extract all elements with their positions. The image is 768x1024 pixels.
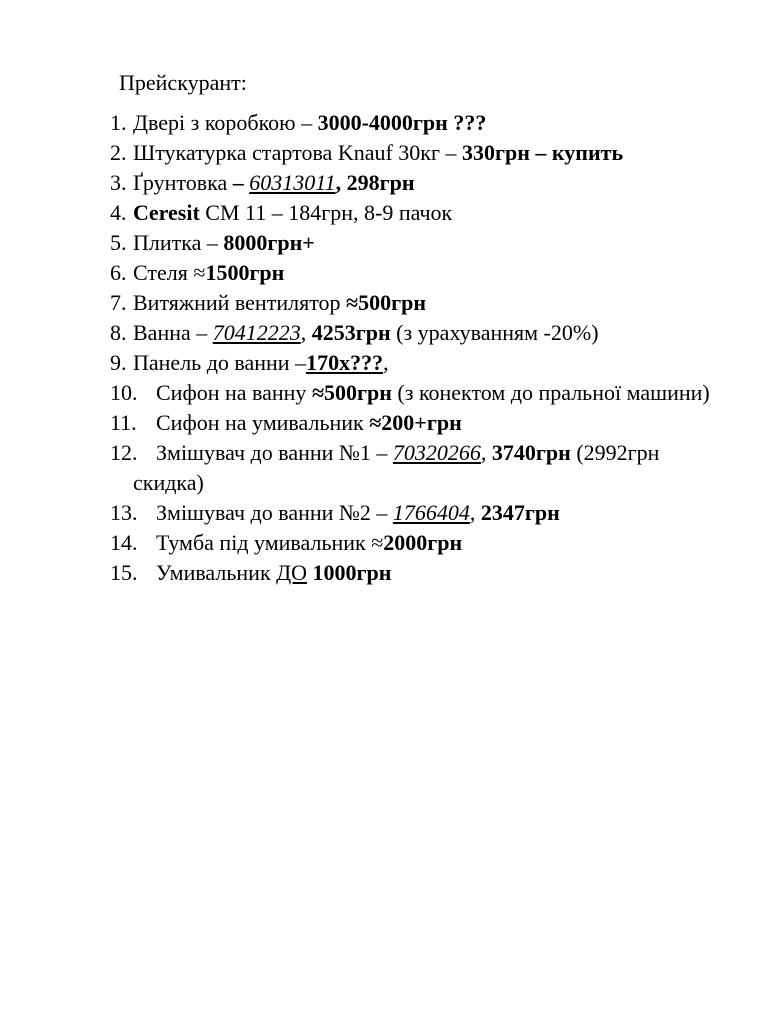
list-item-text: 8000грн+ <box>223 230 315 255</box>
list-item-text: Ceresit <box>133 200 200 225</box>
list-item-text: Двері з коробкою – <box>133 110 318 135</box>
list-item-number: 12. <box>110 440 138 465</box>
list-item <box>110 108 730 138</box>
list-item <box>110 228 730 258</box>
list-item-text: Штукатурка стартова Knauf 30кг – <box>133 140 463 165</box>
list-item-text: 70412223 <box>212 320 301 345</box>
list-item-text: , 298грн <box>335 170 415 195</box>
list-item-text: ≈500грн <box>346 290 427 315</box>
list-item-text: 2347грн <box>480 500 560 525</box>
list-item <box>110 498 730 528</box>
list-item-text: Змішувач до ванни №1 – <box>156 440 393 465</box>
list-item <box>110 318 730 348</box>
list-item-number: 7. <box>110 290 127 315</box>
list-item-text: Тумба під умивальник ≈ <box>156 530 384 555</box>
list-item-number: 6. <box>110 260 127 285</box>
list-item-text: ДО <box>276 560 308 585</box>
list-item-text: , <box>300 320 312 345</box>
list-item-number: 2. <box>110 140 127 165</box>
list-item <box>110 528 730 558</box>
list-item-text: Стеля ≈ <box>133 260 206 285</box>
list-item-text: , <box>383 350 389 375</box>
list-item-text: Ванна – <box>133 320 213 345</box>
list-item <box>110 408 730 438</box>
list-item-text: Сифон на умивальник <box>156 410 370 435</box>
list-item-number: 11. <box>110 410 137 435</box>
list-item-text: 1766404 <box>392 500 470 525</box>
list-item-text: Змішувач до ванни №2 – <box>156 500 393 525</box>
list-item-text: CM 11 – 184грн, 8-9 пачок <box>199 200 453 225</box>
list-item-text: Ґрунтовка <box>133 170 233 195</box>
list-item-text: Плитка – <box>133 230 224 255</box>
list-item-text: , <box>480 440 492 465</box>
list-item-text: 60313011 <box>249 170 336 195</box>
list-item-number: 4. <box>110 200 127 225</box>
list-item-text: 1000грн <box>312 560 392 585</box>
list-item-text: – <box>232 170 250 195</box>
list-item-text: Умивальник <box>156 560 277 585</box>
list-item-text: 170x??? <box>306 350 384 375</box>
list-item-number: 10. <box>110 380 138 405</box>
list-item-number: 5. <box>110 230 127 255</box>
price-list <box>110 108 730 588</box>
list-item-text: ≈200+грн <box>369 410 462 435</box>
list-item-number: 3. <box>110 170 127 195</box>
list-item-text: 3740грн <box>491 440 571 465</box>
list-item-number: 1. <box>110 110 127 135</box>
page-title: Прейскурант: <box>119 70 247 95</box>
list-item-number: 15. <box>110 560 138 585</box>
list-item-number: 8. <box>110 320 127 345</box>
list-item-text: Сифон на ванну <box>156 380 312 405</box>
list-item <box>110 288 730 318</box>
list-item <box>110 378 730 408</box>
list-item-text: 330грн – купить <box>462 140 624 165</box>
list-item <box>110 438 730 498</box>
list-item-text: ≈500грн <box>311 380 392 405</box>
list-item-text: 70320266 <box>392 440 481 465</box>
list-item-text: (з урахуванням -20%) <box>390 320 599 345</box>
list-item-text: 2000грн <box>383 530 463 555</box>
list-item-number: 13. <box>110 500 138 525</box>
list-item-text: , <box>469 500 481 525</box>
list-item-text: Витяжний вентилятор <box>133 290 347 315</box>
list-item-text: 3000-4000грн ??? <box>317 110 487 135</box>
list-item-text: (2992грн скидка) <box>133 440 660 495</box>
list-item <box>110 138 730 168</box>
list-item <box>110 168 730 198</box>
list-item-text: 1500грн <box>205 260 285 285</box>
list-item <box>110 258 730 288</box>
list-item <box>110 348 730 378</box>
list-item-text: Панель до ванни – <box>133 350 307 375</box>
list-item-text: (з конектом до пральної машини) <box>391 380 710 405</box>
list-item-text: 4253грн <box>311 320 391 345</box>
list-item <box>110 198 730 228</box>
list-item-number: 14. <box>110 530 138 555</box>
list-item-number: 9. <box>110 350 127 375</box>
list-item <box>110 558 730 588</box>
